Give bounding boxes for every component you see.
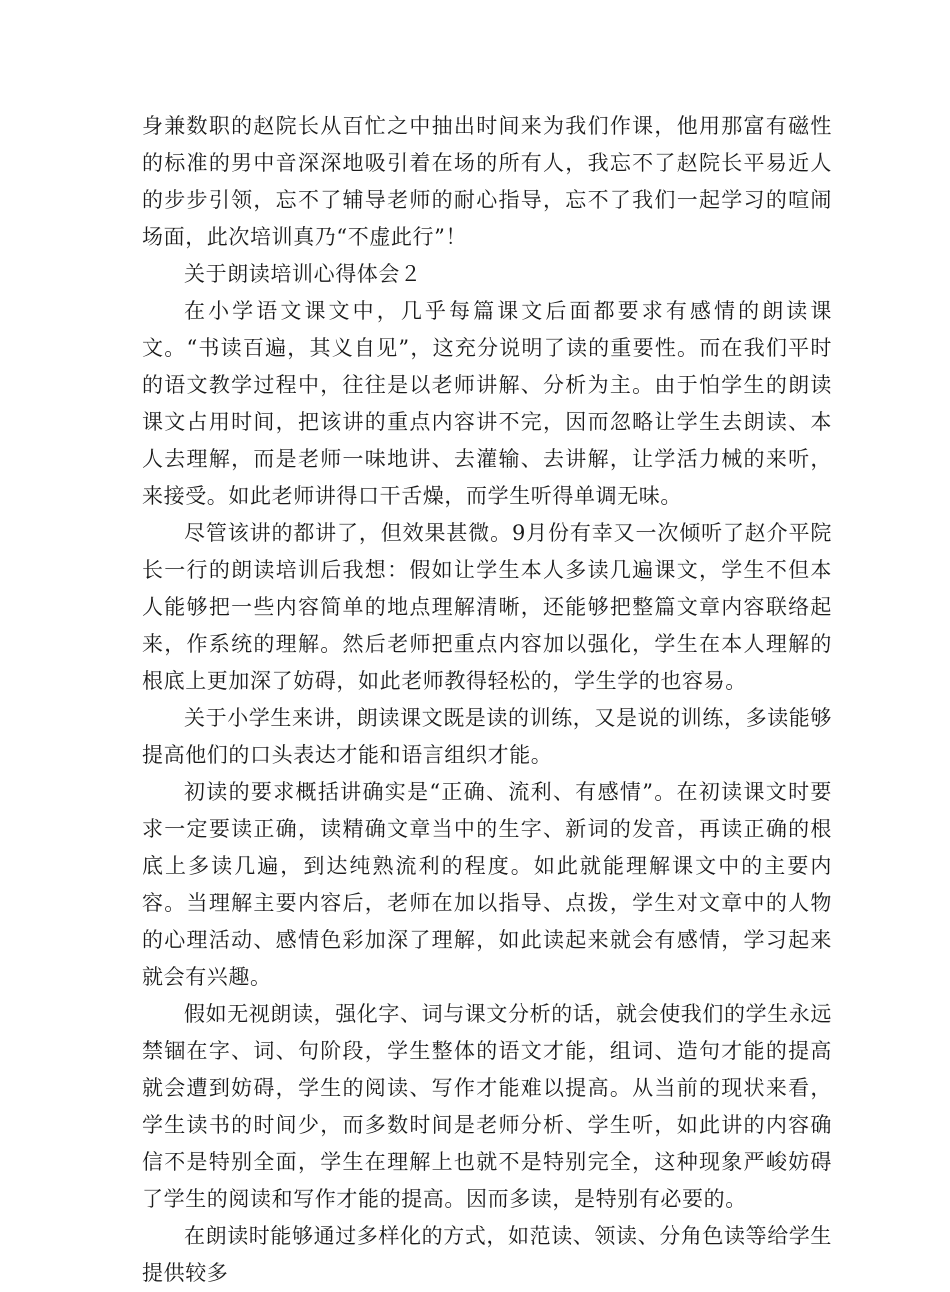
paragraph-truncated: 在朗读时能够通过多样化的方式，如范读、领读、分角色读等给学生提供较多 <box>142 1224 832 1285</box>
document-body <box>142 108 832 1292</box>
section-heading: 关于朗读培训心得体会２ <box>184 262 422 286</box>
paragraph: 尽管该讲的都讲了，但效果甚微。9月份有幸又一次倾听了赵介平院长一行的朗读培训后我想：假如让学生本人多读几遍课文，学生不但本人能够把一些内容简单的地点理解清晰，还能够把整篇文章内容联络起来，作系统的理解。然后老师把重点内容加以强化，学生在本人理解的根底上更加深了妨碍，如此老师教得轻松的，学生学的也容易。 <box>142 521 832 693</box>
paragraph: 关于小学生来讲，朗读课文既是读的训练，又是说的训练，多读能够提高他们的口头表达才能和语言组织才能。 <box>142 706 832 767</box>
paragraph: 假如无视朗读，强化字、词与课文分析的话，就会使我们的学生永远禁锢在字、词、句阶段，学生整体的语文才能，组词、造句才能的提高就会遭到妨碍，学生的阅读、写作才能难以提高。从当前的现状来看，学生读书的时间少，而多数时间是老师分析、学生听，如此讲的内容确信不是特别全面，学生在理解上也就不是特别完全，这种现象严峻妨碍了学生的阅读和写作才能的提高。因而多读，是特别有必要的。 <box>142 1002 832 1211</box>
paragraph-continuation: 身兼数职的赵院长从百忙之中抽出时间来为我们作课，他用那富有磁性的标准的男中音深深地吸引着在场的所有人，我忘不了赵院长平易近人的步步引领，忘不了辅导老师的耐心指导，忘不了我们一起学习的喧闹场面，此次培训真乃“不虚此行”！ <box>142 114 832 249</box>
paragraph: 在小学语文课文中，几乎每篇课文后面都要求有感情的朗读课文。“书读百遍，其义自见”，这充分说明了读的重要性。而在我们平时的语文教学过程中，往往是以老师讲解、分析为主。由于怕学生的朗读课文占用时间，把该讲的重点内容讲不完，因而忽略让学生去朗读、本人去理解，而是老师一味地讲、去灌输、去讲解，让学活力械的来听，来接受。如此老师讲得口干舌燥，而学生听得单调无味。 <box>142 299 832 508</box>
paragraph: 初读的要求概括讲确实是“正确、流利、有感情”。在初读课文时要求一定要读正确，读精确文章当中的生字、新词的发音，再读正确的根底上多读几遍，到达纯熟流利的程度。如此就能理解课文中的主要内容。当理解主要内容后，老师在加以指导、点拨，学生对文章中的人物的心理活动、感情色彩加深了理解，如此读起来就会有感情，学习起来就会有兴趣。 <box>142 780 832 989</box>
